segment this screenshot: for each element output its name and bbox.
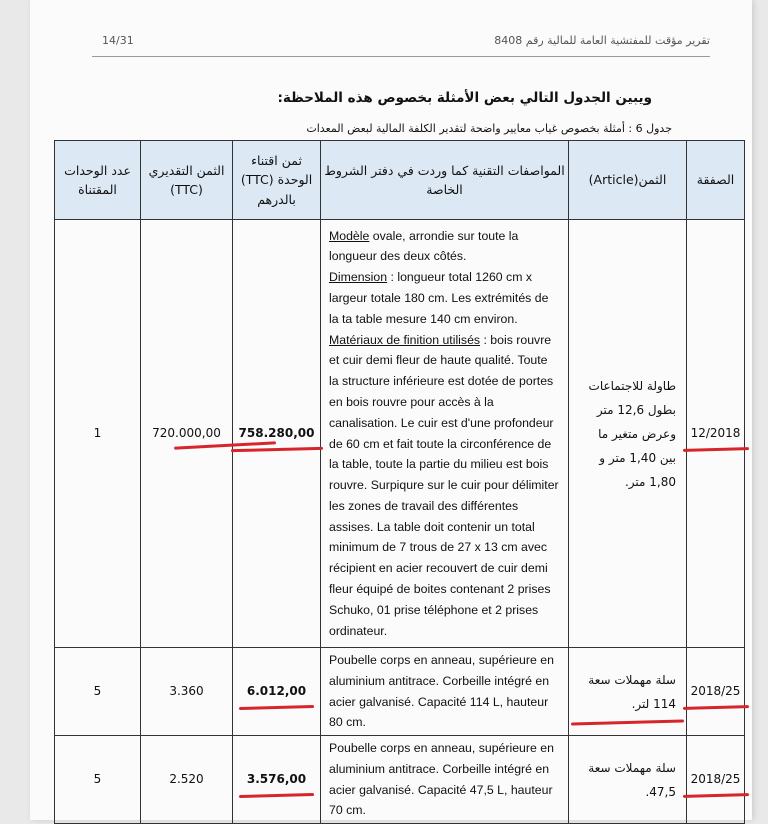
cell-deal bbox=[687, 220, 745, 648]
col-article: الثمن(Article) bbox=[569, 141, 687, 220]
cell-estimated-price: 3.360 bbox=[141, 648, 233, 736]
cell-specs: Poubelle corps en anneau, supérieure en aluminium antitrace. Corbeille intégré en acier galvanisé. Capacité 114 L, hauteur 80 cm. bbox=[321, 648, 569, 736]
cell-unit-price bbox=[233, 220, 321, 648]
cell-article: سلة مهملات سعة 114 لتر. bbox=[569, 648, 687, 736]
col-specs: المواصفات التقنية كما وردت في دفتر الشروط الخاصة bbox=[321, 141, 569, 220]
table-row bbox=[55, 648, 745, 736]
unit-price: 3.576,00 bbox=[247, 770, 306, 789]
table-row bbox=[55, 736, 745, 824]
table-row bbox=[55, 220, 745, 648]
col-estimated-price: الثمن التقديري (TTC) bbox=[141, 141, 233, 220]
deal-number: 2018/25 bbox=[691, 770, 741, 789]
table-header-row bbox=[55, 141, 745, 220]
cell-deal bbox=[687, 736, 745, 824]
cell-unit-price bbox=[233, 648, 321, 736]
report-title: تقرير مؤقت للمفتشية العامة للمالية رقم 8408 bbox=[494, 34, 710, 47]
cell-unit-price bbox=[233, 736, 321, 824]
cell-estimated-price: 2.520 bbox=[141, 736, 233, 824]
cell-article: طاولة للاجتماعات بطول 12,6 متر وعرض متغير ما بين 1,40 متر و 1,80 متر. bbox=[569, 220, 687, 648]
unit-price: 6.012,00 bbox=[247, 682, 306, 701]
cell-deal bbox=[687, 648, 745, 736]
intro-text: ويبين الجدول التالي بعض الأمثلة بخصوص هذه الملاحظة: bbox=[277, 90, 652, 106]
unit-price: 758.280,00 bbox=[239, 424, 315, 443]
cell-specs: Modèle ovale, arrondie sur toute la longueur des deux côtés. Dimension : longueur total 1260 cm x largeur totale 180 cm. Les extrémités de la ta table mesure 140 cm environ. Matériaux de finition utilisés : bois rouvre et cuir demi fleur de haute qualité. Toute la structure inférieure est dotée de portes en bois rouvre pour accès à la canalisation. Le cuir est d'une profondeur de 60 cm et fait toute la circonférence de la table, toute la partie du milieu est bois rouvre. Surpiqure sur le cuir pour délimiter les zones de travail des différentes assises. La table doit contenir un total minimum de 7 trous de 27 x 13 cm avec récipient en acier recouvert de cuir demi fleur équipé de boites contenant 2 prises Schuko, 01 prise téléphone et 2 prises ordinateur. bbox=[321, 220, 569, 648]
col-deal: الصفقة bbox=[687, 141, 745, 220]
cell-units: 5 bbox=[55, 736, 141, 824]
cell-estimated-price: 720.000,00 bbox=[141, 220, 233, 648]
cell-units: 1 bbox=[55, 220, 141, 648]
document-page bbox=[30, 0, 752, 820]
col-units: عدد الوحدات المقتناة bbox=[55, 141, 141, 220]
deal-number: 2018/25 bbox=[691, 682, 741, 701]
table-caption: جدول 6 : أمثلة بخصوص غياب معايير واضحة لتقدير الكلفة المالية لبعض المعدات bbox=[306, 122, 672, 135]
deal-number: 12/2018 bbox=[691, 424, 741, 443]
equipment-table bbox=[54, 140, 745, 824]
page-number: 14/31 bbox=[102, 34, 134, 47]
header-rule bbox=[92, 56, 710, 57]
cell-units: 5 bbox=[55, 648, 141, 736]
cell-specs: Poubelle corps en anneau, supérieure en aluminium antitrace. Corbeille intégré en acier galvanisé. Capacité 47,5 L, hauteur 70 cm. bbox=[321, 736, 569, 824]
cell-article: سلة مهملات سعة 47,5. bbox=[569, 736, 687, 824]
col-unit-price: ثمن اقتناء الوحدة (TTC) بالدرهم bbox=[233, 141, 321, 220]
